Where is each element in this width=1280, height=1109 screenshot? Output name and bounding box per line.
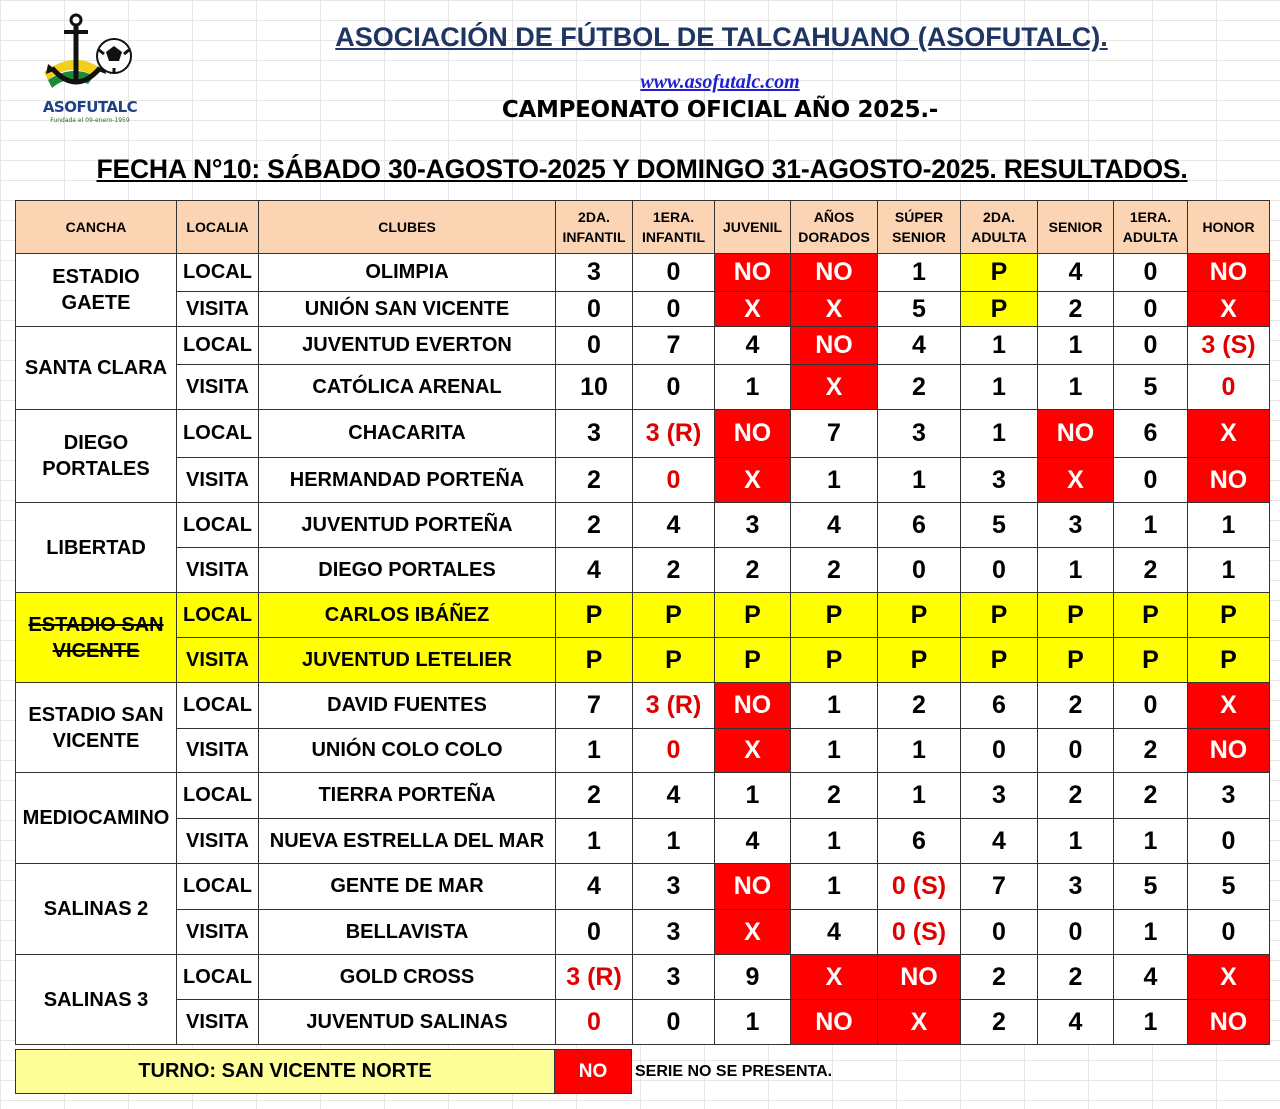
score-cell: P: [961, 593, 1038, 638]
score-cell: NO: [1188, 1000, 1270, 1045]
column-header: 2DA. INFANTIL: [556, 201, 633, 254]
score-cell: NO: [715, 254, 791, 292]
club-cell: BELLAVISTA: [259, 910, 556, 955]
score-cell: P: [1114, 593, 1188, 638]
score-cell: P: [791, 593, 878, 638]
page-title: ASOCIACIÓN DE FÚTBOL DE TALCAHUANO (ASOFUTALC).: [335, 22, 1108, 52]
score-cell: 1: [1114, 1000, 1188, 1045]
score-cell: P: [633, 638, 715, 683]
score-cell: 3: [961, 773, 1038, 819]
club-cell: JUVENTUD LETELIER: [259, 638, 556, 683]
column-header: CANCHA: [16, 201, 177, 254]
score-cell: NO: [715, 410, 791, 458]
score-cell: P: [715, 638, 791, 683]
score-cell: 1: [791, 819, 878, 864]
score-cell: 2: [1114, 548, 1188, 593]
score-cell: 1: [715, 1000, 791, 1045]
score-cell: 4: [1114, 955, 1188, 1000]
table-row: [16, 365, 1270, 410]
score-cell: 0: [961, 910, 1038, 955]
score-cell: 4: [961, 819, 1038, 864]
club-cell: CHACARITA: [259, 410, 556, 458]
score-cell: 4: [1038, 1000, 1114, 1045]
club-cell: JUVENTUD EVERTON: [259, 327, 556, 365]
table-row: [16, 292, 1270, 327]
score-cell: 7: [791, 410, 878, 458]
score-cell: 0: [1114, 327, 1188, 365]
score-cell: 2: [715, 548, 791, 593]
column-header: SÚPER SENIOR: [878, 201, 961, 254]
score-cell: 0: [556, 1000, 633, 1045]
score-cell: 0: [961, 729, 1038, 773]
localia-cell: VISITA: [177, 1000, 259, 1045]
score-cell: P: [633, 593, 715, 638]
score-cell: X: [1188, 292, 1270, 327]
score-cell: 9: [715, 955, 791, 1000]
score-cell: P: [961, 292, 1038, 327]
score-cell: 1: [878, 773, 961, 819]
score-cell: 2: [1038, 955, 1114, 1000]
cancha-cell: ESTADIO GAETE: [16, 254, 177, 327]
legend-no-description: SERIE NO SE PRESENTA.: [635, 1062, 833, 1080]
localia-cell: VISITA: [177, 458, 259, 503]
cancha-cell: ESTADIO SAN VICENTE: [16, 683, 177, 773]
logo-text: ASOFUTALC: [42, 98, 138, 116]
cancha-cell: MEDIOCAMINO: [16, 773, 177, 864]
score-cell: P: [961, 254, 1038, 292]
score-cell: 5: [878, 292, 961, 327]
score-cell: X: [715, 292, 791, 327]
localia-cell: VISITA: [177, 292, 259, 327]
score-cell: 3: [1188, 773, 1270, 819]
score-cell: 1: [1188, 548, 1270, 593]
score-cell: NO: [1188, 729, 1270, 773]
localia-cell: LOCAL: [177, 593, 259, 638]
localia-cell: VISITA: [177, 910, 259, 955]
score-cell: 0: [556, 910, 633, 955]
score-cell: X: [791, 365, 878, 410]
score-cell: 2: [1114, 729, 1188, 773]
table-row: [16, 955, 1270, 1000]
score-cell: 4: [878, 327, 961, 365]
score-cell: 6: [1114, 410, 1188, 458]
localia-cell: LOCAL: [177, 683, 259, 729]
cancha-cell: SALINAS 3: [16, 955, 177, 1045]
localia-cell: LOCAL: [177, 410, 259, 458]
score-cell: P: [556, 593, 633, 638]
results-table: [15, 200, 1270, 1045]
score-cell: 6: [878, 819, 961, 864]
score-cell: NO: [878, 955, 961, 1000]
score-cell: 0: [1114, 458, 1188, 503]
score-cell: 7: [633, 327, 715, 365]
score-cell: 0: [878, 548, 961, 593]
table-header-row: [16, 201, 1270, 254]
score-cell: 1: [715, 773, 791, 819]
score-cell: P: [1114, 638, 1188, 683]
score-cell: 3: [633, 864, 715, 910]
score-cell: 1: [1038, 819, 1114, 864]
cancha-cell: SALINAS 2: [16, 864, 177, 955]
cancha-cell: ESTADIO SAN VICENTE: [16, 593, 177, 683]
score-cell: X: [1188, 955, 1270, 1000]
score-cell: 4: [1038, 254, 1114, 292]
score-cell: 1: [791, 729, 878, 773]
localia-cell: LOCAL: [177, 864, 259, 910]
score-cell: 3: [633, 910, 715, 955]
score-cell: 1: [961, 365, 1038, 410]
localia-cell: LOCAL: [177, 773, 259, 819]
score-cell: 3 (R): [556, 955, 633, 1000]
score-cell: 5: [961, 503, 1038, 548]
score-cell: 2: [878, 365, 961, 410]
score-cell: 10: [556, 365, 633, 410]
score-cell: 3: [715, 503, 791, 548]
score-cell: 0: [633, 254, 715, 292]
score-cell: 0 (S): [878, 910, 961, 955]
score-cell: 1: [1114, 910, 1188, 955]
column-header: HONOR: [1188, 201, 1270, 254]
column-header: LOCALIA: [177, 201, 259, 254]
localia-cell: VISITA: [177, 729, 259, 773]
localia-cell: LOCAL: [177, 254, 259, 292]
cancha-cell: SANTA CLARA: [16, 327, 177, 410]
score-cell: 0: [1038, 729, 1114, 773]
score-cell: P: [1188, 593, 1270, 638]
score-cell: 0: [1114, 254, 1188, 292]
fecha-heading: FECHA N°10: SÁBADO 30-AGOSTO-2025 Y DOMINGO 31-AGOSTO-2025. RESULTADOS.: [96, 154, 1188, 184]
score-cell: 1: [791, 458, 878, 503]
score-cell: 5: [1114, 365, 1188, 410]
score-cell: X: [791, 955, 878, 1000]
score-cell: 2: [1038, 292, 1114, 327]
table-row: [16, 729, 1270, 773]
score-cell: 0: [556, 327, 633, 365]
score-cell: 0: [633, 292, 715, 327]
localia-cell: VISITA: [177, 548, 259, 593]
club-cell: CATÓLICA ARENAL: [259, 365, 556, 410]
score-cell: 1: [1038, 365, 1114, 410]
score-cell: X: [878, 1000, 961, 1045]
score-cell: 1: [1038, 327, 1114, 365]
championship-subtitle: CAMPEONATO OFICIAL AÑO 2025.-: [501, 97, 939, 123]
localia-cell: LOCAL: [177, 327, 259, 365]
score-cell: NO: [791, 1000, 878, 1045]
score-cell: X: [791, 292, 878, 327]
score-cell: P: [878, 593, 961, 638]
score-cell: 4: [556, 864, 633, 910]
club-cell: HERMANDAD PORTEÑA: [259, 458, 556, 503]
table-row: [16, 638, 1270, 683]
table-row: [16, 410, 1270, 458]
score-cell: 0: [1114, 683, 1188, 729]
score-cell: 4: [633, 773, 715, 819]
score-cell: 2: [556, 503, 633, 548]
score-cell: 1: [878, 254, 961, 292]
score-cell: 0: [633, 1000, 715, 1045]
score-cell: 2: [791, 548, 878, 593]
column-header: JUVENIL: [715, 201, 791, 254]
score-cell: 0: [556, 292, 633, 327]
score-cell: 2: [961, 955, 1038, 1000]
legend-no-badge: NO: [554, 1049, 632, 1094]
localia-cell: VISITA: [177, 638, 259, 683]
website-link[interactable]: www.asofutalc.com: [640, 71, 800, 93]
club-cell: JUVENTUD SALINAS: [259, 1000, 556, 1045]
score-cell: 1: [791, 683, 878, 729]
score-cell: 3: [556, 410, 633, 458]
score-cell: 1: [1188, 503, 1270, 548]
club-cell: CARLOS IBÁÑEZ: [259, 593, 556, 638]
score-cell: 2: [878, 683, 961, 729]
column-header: 2DA. ADULTA: [961, 201, 1038, 254]
score-cell: NO: [1188, 254, 1270, 292]
score-cell: 7: [961, 864, 1038, 910]
score-cell: 0: [633, 458, 715, 503]
score-cell: NO: [715, 864, 791, 910]
score-cell: 1: [1038, 548, 1114, 593]
score-cell: X: [715, 729, 791, 773]
table-row: [16, 910, 1270, 955]
score-cell: 2: [633, 548, 715, 593]
score-cell: 2: [961, 1000, 1038, 1045]
club-cell: OLIMPIA: [259, 254, 556, 292]
score-cell: 4: [556, 548, 633, 593]
score-cell: NO: [791, 327, 878, 365]
score-cell: 0: [1188, 910, 1270, 955]
localia-cell: VISITA: [177, 819, 259, 864]
score-cell: NO: [1188, 458, 1270, 503]
score-cell: 5: [1188, 864, 1270, 910]
score-cell: 3 (R): [633, 410, 715, 458]
score-cell: 1: [1114, 503, 1188, 548]
score-cell: 1: [878, 458, 961, 503]
score-cell: 3: [1038, 864, 1114, 910]
score-cell: 1: [556, 729, 633, 773]
score-cell: 3 (R): [633, 683, 715, 729]
asofutalc-logo: [34, 10, 146, 130]
score-cell: 1: [1114, 819, 1188, 864]
score-cell: P: [1188, 638, 1270, 683]
column-header: 1ERA. INFANTIL: [633, 201, 715, 254]
score-cell: X: [715, 458, 791, 503]
score-cell: 1: [961, 410, 1038, 458]
score-cell: 3: [1038, 503, 1114, 548]
club-cell: GOLD CROSS: [259, 955, 556, 1000]
score-cell: P: [1038, 593, 1114, 638]
score-cell: P: [878, 638, 961, 683]
table-row: [16, 254, 1270, 292]
column-header: SENIOR: [1038, 201, 1114, 254]
score-cell: P: [715, 593, 791, 638]
score-cell: 0: [1038, 910, 1114, 955]
score-cell: 0 (S): [878, 864, 961, 910]
score-cell: 7: [556, 683, 633, 729]
club-cell: TIERRA PORTEÑA: [259, 773, 556, 819]
score-cell: 6: [961, 683, 1038, 729]
score-cell: 3: [878, 410, 961, 458]
score-cell: P: [1038, 638, 1114, 683]
score-cell: 2: [1038, 773, 1114, 819]
score-cell: 2: [791, 773, 878, 819]
table-row: [16, 773, 1270, 819]
score-cell: X: [1188, 410, 1270, 458]
score-cell: 0: [1188, 365, 1270, 410]
score-cell: 0: [633, 729, 715, 773]
club-cell: NUEVA ESTRELLA DEL MAR: [259, 819, 556, 864]
score-cell: 1: [556, 819, 633, 864]
score-cell: 0: [1114, 292, 1188, 327]
score-cell: P: [791, 638, 878, 683]
score-cell: 2: [556, 773, 633, 819]
club-cell: JUVENTUD PORTEÑA: [259, 503, 556, 548]
score-cell: 0: [1188, 819, 1270, 864]
club-cell: DAVID FUENTES: [259, 683, 556, 729]
score-cell: X: [1188, 683, 1270, 729]
score-cell: 2: [1114, 773, 1188, 819]
table-row: [16, 327, 1270, 365]
anchor-ball-icon: [34, 10, 146, 100]
score-cell: 1: [633, 819, 715, 864]
score-cell: 2: [1038, 683, 1114, 729]
table-row: [16, 819, 1270, 864]
cancha-cell: DIEGO PORTALES: [16, 410, 177, 503]
score-cell: 1: [715, 365, 791, 410]
club-cell: DIEGO PORTALES: [259, 548, 556, 593]
score-cell: 1: [961, 327, 1038, 365]
logo-subtext: Fundada el 09-enero-1959: [50, 117, 130, 124]
score-cell: 5: [1114, 864, 1188, 910]
score-cell: NO: [1038, 410, 1114, 458]
table-row: [16, 1000, 1270, 1045]
score-cell: 0: [961, 548, 1038, 593]
score-cell: NO: [715, 683, 791, 729]
score-cell: X: [715, 910, 791, 955]
table-row: [16, 864, 1270, 910]
score-cell: X: [1038, 458, 1114, 503]
localia-cell: LOCAL: [177, 955, 259, 1000]
score-cell: 1: [878, 729, 961, 773]
score-cell: 1: [791, 864, 878, 910]
score-cell: 0: [633, 365, 715, 410]
score-cell: 3: [556, 254, 633, 292]
club-cell: GENTE DE MAR: [259, 864, 556, 910]
localia-cell: VISITA: [177, 365, 259, 410]
score-cell: NO: [791, 254, 878, 292]
score-cell: P: [556, 638, 633, 683]
table-row: [16, 458, 1270, 503]
table-row: [16, 593, 1270, 638]
score-cell: 4: [633, 503, 715, 548]
score-cell: 2: [556, 458, 633, 503]
column-header: AÑOS DORADOS: [791, 201, 878, 254]
table-row: [16, 503, 1270, 548]
club-cell: UNIÓN SAN VICENTE: [259, 292, 556, 327]
score-cell: 4: [791, 910, 878, 955]
column-header: 1ERA. ADULTA: [1114, 201, 1188, 254]
score-cell: 4: [715, 327, 791, 365]
score-cell: 6: [878, 503, 961, 548]
score-cell: 3 (S): [1188, 327, 1270, 365]
club-cell: UNIÓN COLO COLO: [259, 729, 556, 773]
score-cell: 3: [633, 955, 715, 1000]
score-cell: P: [961, 638, 1038, 683]
score-cell: 4: [715, 819, 791, 864]
table-row: [16, 683, 1270, 729]
table-row: [16, 548, 1270, 593]
cancha-cell: LIBERTAD: [16, 503, 177, 593]
column-header: CLUBES: [259, 201, 556, 254]
score-cell: 4: [791, 503, 878, 548]
score-cell: 3: [961, 458, 1038, 503]
localia-cell: LOCAL: [177, 503, 259, 548]
turno-label: TURNO: SAN VICENTE NORTE: [15, 1049, 555, 1094]
